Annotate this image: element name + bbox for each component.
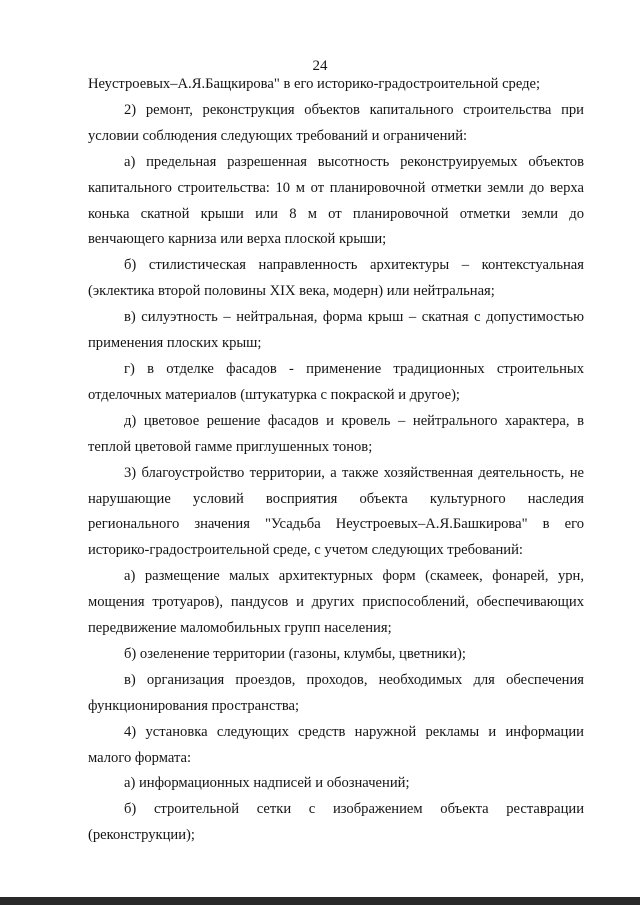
paragraph-item-2: 2) ремонт, реконструкция объектов капитального строительства при условии соблюдения следующих требований и ограничений: xyxy=(88,101,584,144)
paragraph-item-3b: б) озеленение территории (газоны, клумбы, цветники); xyxy=(124,645,466,662)
paragraph-item-4a: а) информационных надписей и обозначений; xyxy=(124,775,410,792)
paragraph-item-2e: д) цветовое решение фасадов и кровель – нейтрального характера, в теплой цветовой гамме приглушенных тонов; xyxy=(88,412,584,455)
scan-bottom-edge xyxy=(0,897,640,905)
page-number: 24 xyxy=(312,58,328,74)
paragraph-item-2a: а) предельная разрешенная высотность реконструируемых объектов капитального строительства: 10 м от планировочной отметки земли до верха конька скатной крыши или 8 м от планировочной отметки земли до венчающего карниза или верха плоской крыши; xyxy=(88,153,584,248)
paragraph-item-3: 3) благоустройство территории, а также хозяйственная деятельность, не нарушающие условий восприятия объекта культурного наследия регионального значения "Усадьба Неустроевых–А.Я.Башкирова" в его историко-градостроительной среде, с учетом следующих требований: xyxy=(88,464,584,559)
paragraph-item-2c: в) силуэтность – нейтральная, форма крыш – скатная с допустимостью применения плоских крыш; xyxy=(88,309,584,352)
paragraph-item-3a: а) размещение малых архитектурных форм (скамеек, фонарей, урн, мощения тротуаров), пандусов и других приспособлений, обеспечивающих передвижение маломобильных групп населения; xyxy=(88,568,584,637)
paragraph-item-4: 4) установка следующих средств наружной рекламы и информации малого формата: xyxy=(88,723,584,766)
paragraph-continuation: Неустроевых–А.Я.Бащкирова" в его историко-градостроительной среде; xyxy=(88,76,541,92)
paragraph-item-2d: г) в отделке фасадов - применение традиционных строительных отделочных материалов (штукатурка с покраской и другое); xyxy=(88,360,584,403)
paragraph-item-3c: в) организация проездов, проходов, необходимых для обеспечения функционирования пространства; xyxy=(88,671,584,714)
document-body xyxy=(88,72,584,849)
paragraph-item-4b: б) строительной сетки с изображением объекта реставрации (реконструкции); xyxy=(88,801,584,844)
paragraph-item-2b: б) стилистическая направленность архитектуры – контекстуальная (эклектика второй половины XIX века, модерн) или нейтральная; xyxy=(88,257,584,300)
